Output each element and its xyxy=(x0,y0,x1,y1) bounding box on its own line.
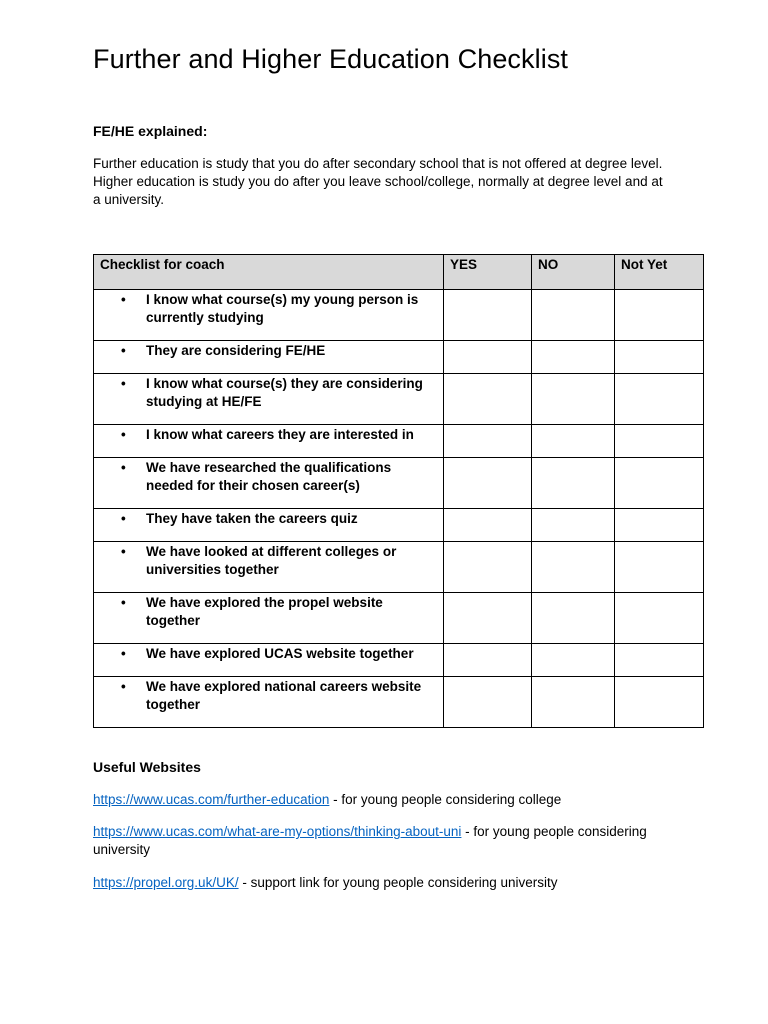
yes-cell[interactable] xyxy=(444,374,532,425)
checklist-item-label: We have explored national careers website together xyxy=(146,679,422,712)
checklist-item xyxy=(94,509,444,542)
checklist-item xyxy=(94,542,444,593)
not-yet-cell[interactable] xyxy=(615,593,704,644)
bullet-icon: • xyxy=(121,544,126,559)
not-yet-cell[interactable] xyxy=(615,458,704,509)
propel-link[interactable]: https://propel.org.uk/UK/ xyxy=(93,875,239,890)
page-title: Further and Higher Education Checklist xyxy=(93,44,569,74)
no-cell[interactable] xyxy=(532,374,615,425)
bullet-icon: • xyxy=(121,646,126,661)
header-no: NO xyxy=(532,255,615,290)
table-row xyxy=(94,593,704,644)
table-row xyxy=(94,290,704,341)
ucas-further-education-link[interactable]: https://www.ucas.com/further-education xyxy=(93,792,330,807)
checklist-item-label: They have taken the careers quiz xyxy=(146,511,358,526)
bullet-icon: • xyxy=(121,376,126,391)
table-row xyxy=(94,509,704,542)
bullet-icon: • xyxy=(121,292,126,307)
header-not-yet: Not Yet xyxy=(615,255,704,290)
bullet-icon: • xyxy=(121,460,126,475)
checklist-item xyxy=(94,341,444,374)
bullet-icon: • xyxy=(121,595,126,610)
no-cell[interactable] xyxy=(532,458,615,509)
bullet-icon: • xyxy=(121,343,126,358)
no-cell[interactable] xyxy=(532,542,615,593)
checklist-item-label: I know what course(s) they are considering studying at HE/FE xyxy=(146,376,423,409)
checklist-table xyxy=(93,254,704,728)
useful-websites-heading: Useful Websites xyxy=(93,759,201,775)
no-cell[interactable] xyxy=(532,509,615,542)
yes-cell[interactable] xyxy=(444,509,532,542)
no-cell[interactable] xyxy=(532,425,615,458)
not-yet-cell[interactable] xyxy=(615,341,704,374)
website-description: - for young people considering college xyxy=(329,792,562,807)
checklist-item-label: I know what course(s) my young person is currently studying xyxy=(146,292,419,325)
checklist-item xyxy=(94,458,444,509)
table-row xyxy=(94,458,704,509)
yes-cell[interactable] xyxy=(444,290,532,341)
ucas-thinking-about-uni-link[interactable]: https://www.ucas.com/what-are-my-options/thinking-about-uni xyxy=(93,824,462,839)
no-cell[interactable] xyxy=(532,593,615,644)
no-cell[interactable] xyxy=(532,644,615,677)
checklist-item-label: We have explored UCAS website together xyxy=(146,646,414,661)
yes-cell[interactable] xyxy=(444,458,532,509)
table-row xyxy=(94,644,704,677)
checklist-item xyxy=(94,593,444,644)
no-cell[interactable] xyxy=(532,341,615,374)
table-row xyxy=(94,677,704,728)
not-yet-cell[interactable] xyxy=(615,374,704,425)
header-yes: YES xyxy=(444,255,532,290)
yes-cell[interactable] xyxy=(444,677,532,728)
table-row xyxy=(94,341,704,374)
checklist-item-label: I know what careers they are interested in xyxy=(146,427,414,442)
website-description: - support link for young people considering university xyxy=(238,875,558,890)
yes-cell[interactable] xyxy=(444,425,532,458)
yes-cell[interactable] xyxy=(444,542,532,593)
checklist-item-label: We have explored the propel website together xyxy=(146,595,383,628)
table-row xyxy=(94,425,704,458)
checklist-item-label: They are considering FE/HE xyxy=(146,343,326,358)
checklist-item-label: We have looked at different colleges or universities together xyxy=(146,544,397,577)
website-entry xyxy=(93,791,673,809)
no-cell[interactable] xyxy=(532,677,615,728)
table-row xyxy=(94,542,704,593)
website-description: - for young people considering university xyxy=(93,824,647,857)
not-yet-cell[interactable] xyxy=(615,644,704,677)
checklist-item xyxy=(94,374,444,425)
yes-cell[interactable] xyxy=(444,644,532,677)
explained-paragraph: Further education is study that you do after secondary school that is not offered at degree level. Higher education is study you do after you leave school/college, normally at degree level and at a university. xyxy=(93,156,663,207)
header-checklist: Checklist for coach xyxy=(94,255,444,290)
checklist-item-label: We have researched the qualifications needed for their chosen career(s) xyxy=(146,460,392,493)
not-yet-cell[interactable] xyxy=(615,290,704,341)
not-yet-cell[interactable] xyxy=(615,677,704,728)
explained-heading: FE/HE explained: xyxy=(93,123,208,139)
yes-cell[interactable] xyxy=(444,593,532,644)
no-cell[interactable] xyxy=(532,290,615,341)
checklist-item xyxy=(94,425,444,458)
checklist-item xyxy=(94,644,444,677)
website-entry xyxy=(93,874,673,892)
website-entry xyxy=(93,823,673,859)
checklist-header-row xyxy=(94,255,704,290)
yes-cell[interactable] xyxy=(444,341,532,374)
table-row xyxy=(94,374,704,425)
bullet-icon: • xyxy=(121,427,126,442)
not-yet-cell[interactable] xyxy=(615,509,704,542)
checklist-item xyxy=(94,290,444,341)
not-yet-cell[interactable] xyxy=(615,542,704,593)
checklist-item xyxy=(94,677,444,728)
bullet-icon: • xyxy=(121,679,126,694)
not-yet-cell[interactable] xyxy=(615,425,704,458)
bullet-icon: • xyxy=(121,511,126,526)
